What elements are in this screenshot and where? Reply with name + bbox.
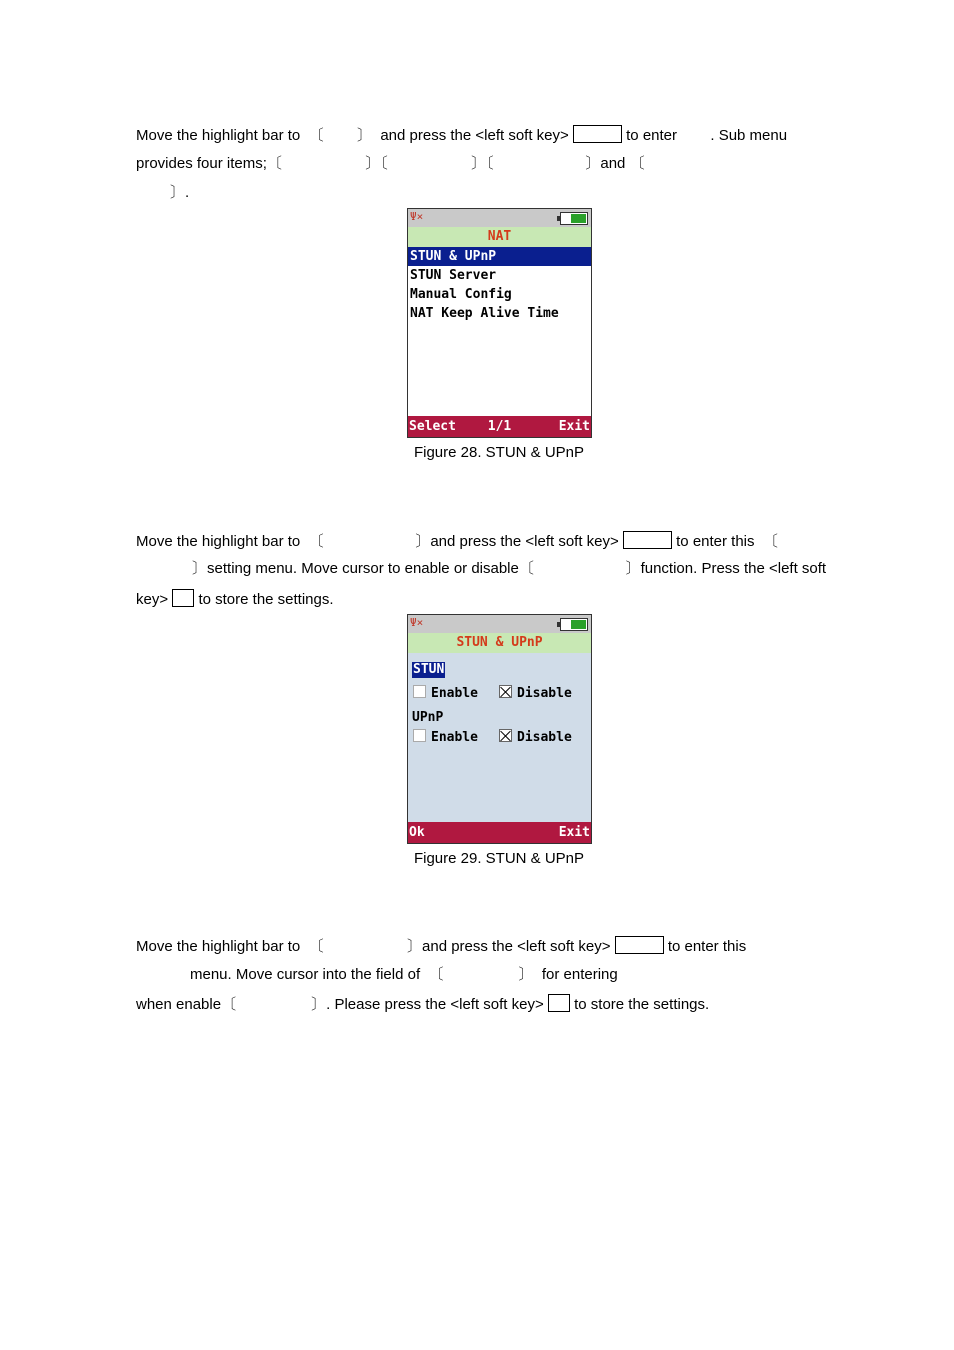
stun-disable-option[interactable] (499, 685, 572, 702)
text: and (600, 155, 626, 172)
paragraph-line (190, 965, 618, 985)
screen-title: NAT (408, 227, 591, 247)
text: to store the settings. (198, 591, 334, 608)
bracket-placeholder: 〔 (221, 996, 237, 1013)
key-box (615, 936, 664, 954)
signal-off-icon: Ψ× (410, 210, 424, 223)
paragraph-line (136, 589, 334, 610)
text: and press the <left soft key> (422, 938, 611, 955)
option-label: Enable (431, 730, 478, 745)
phone-screen-stun-upnp (407, 614, 592, 844)
page-indicator: 1/1 (487, 419, 512, 434)
exit-soft-key[interactable]: Exit (558, 825, 590, 840)
menu-item-manual-config[interactable]: Manual Config (410, 287, 512, 302)
bracket-placeholder: 〕 (170, 184, 186, 201)
checkbox-unchecked-icon[interactable] (413, 685, 426, 698)
bracket-placeholder: 〕 (407, 938, 423, 955)
soft-key-bar (408, 416, 591, 437)
text: to enter this (676, 533, 755, 550)
bracket-placeholder: 〕 (625, 560, 641, 577)
bracket-placeholder: 〔 (629, 155, 645, 172)
phone-screen-nat-menu (407, 208, 592, 438)
exit-soft-key[interactable]: Exit (558, 419, 590, 434)
text: . Please press the <left soft key> (326, 996, 544, 1013)
bracket-placeholder: 〔 (266, 155, 282, 172)
screen-title: STUN & UPnP (408, 633, 591, 653)
text: Move the highlight bar to (136, 533, 301, 550)
bracket-placeholder: 〔 (428, 966, 444, 983)
figure-caption (22, 444, 954, 461)
battery-icon (560, 618, 588, 631)
figure-caption (22, 850, 954, 867)
caption-text: Figure 29. STUN & UPnP (413, 850, 585, 867)
select-soft-key[interactable]: Select (409, 419, 456, 434)
key-box (172, 589, 194, 607)
upnp-disable-option[interactable] (499, 729, 572, 746)
bracket-placeholder: 〔 (308, 938, 324, 955)
bracket-placeholder: 〕〔 (365, 155, 388, 172)
option-label: Disable (517, 686, 572, 701)
settings-panel (408, 653, 591, 822)
key-box (548, 994, 570, 1012)
paragraph-line (136, 125, 787, 146)
text: . Sub menu (710, 127, 788, 144)
text: function. Press the <left soft (640, 560, 827, 577)
text: Move the highlight bar to (136, 938, 301, 955)
soft-key-bar (408, 822, 591, 843)
paragraph-line (170, 183, 189, 203)
text: and press the <left soft key> (430, 533, 619, 550)
bracket-placeholder: 〕〔 (471, 155, 494, 172)
caption-text: Figure 28. STUN & UPnP (413, 444, 585, 461)
stun-enable-option[interactable] (413, 685, 478, 702)
text: when enable (136, 996, 222, 1013)
text: setting menu. Move cursor to enable or disable (207, 560, 519, 577)
paragraph-line (136, 936, 746, 957)
status-bar (408, 615, 591, 633)
bracket-placeholder: 〔 (308, 533, 324, 550)
text: . (185, 184, 190, 201)
key-box (623, 531, 672, 549)
menu-item-nat-keep-alive[interactable]: NAT Keep Alive Time (410, 306, 559, 321)
bracket-placeholder: 〔 (518, 560, 534, 577)
bracket-placeholder: 〕 (356, 127, 372, 144)
signal-off-icon: Ψ× (410, 616, 424, 629)
bracket-placeholder: 〔 (308, 127, 324, 144)
text: and press the <left soft key> (380, 127, 569, 144)
text: to enter this (667, 938, 747, 955)
text: menu. Move cursor into the field of (190, 966, 421, 983)
bracket-placeholder: 〕 (311, 996, 327, 1013)
text: for entering (541, 966, 618, 983)
paragraph-line (136, 994, 709, 1015)
checkbox-checked-icon[interactable] (499, 729, 512, 742)
stun-label[interactable]: STUN (413, 662, 445, 677)
option-label: Enable (431, 686, 478, 701)
paragraph-line (136, 531, 778, 552)
checkbox-checked-icon[interactable] (499, 685, 512, 698)
menu-item-stun-upnp[interactable]: STUN & UPnP (408, 247, 591, 266)
bracket-placeholder: 〕 (415, 533, 431, 550)
menu-item-stun-server[interactable]: STUN Server (410, 268, 497, 283)
battery-icon (560, 212, 588, 225)
bracket-placeholder: 〕 (585, 155, 601, 172)
ok-soft-key[interactable]: Ok (409, 825, 425, 840)
checkbox-unchecked-icon[interactable] (413, 729, 426, 742)
paragraph-line (192, 559, 826, 579)
paragraph-line (136, 154, 645, 174)
bracket-placeholder: 〔 (762, 533, 778, 550)
text: key> (136, 591, 169, 608)
upnp-enable-option[interactable] (413, 729, 478, 746)
bracket-placeholder: 〕 (192, 560, 208, 577)
option-label: Disable (517, 730, 572, 745)
bracket-placeholder: 〕 (518, 966, 534, 983)
text: Move the highlight bar to (136, 127, 301, 144)
upnp-label: UPnP (412, 710, 444, 725)
text: to store the settings. (574, 996, 710, 1013)
status-bar (408, 209, 591, 227)
key-box (573, 125, 622, 143)
text: to enter (626, 127, 678, 144)
text: provides four items; (136, 155, 267, 172)
